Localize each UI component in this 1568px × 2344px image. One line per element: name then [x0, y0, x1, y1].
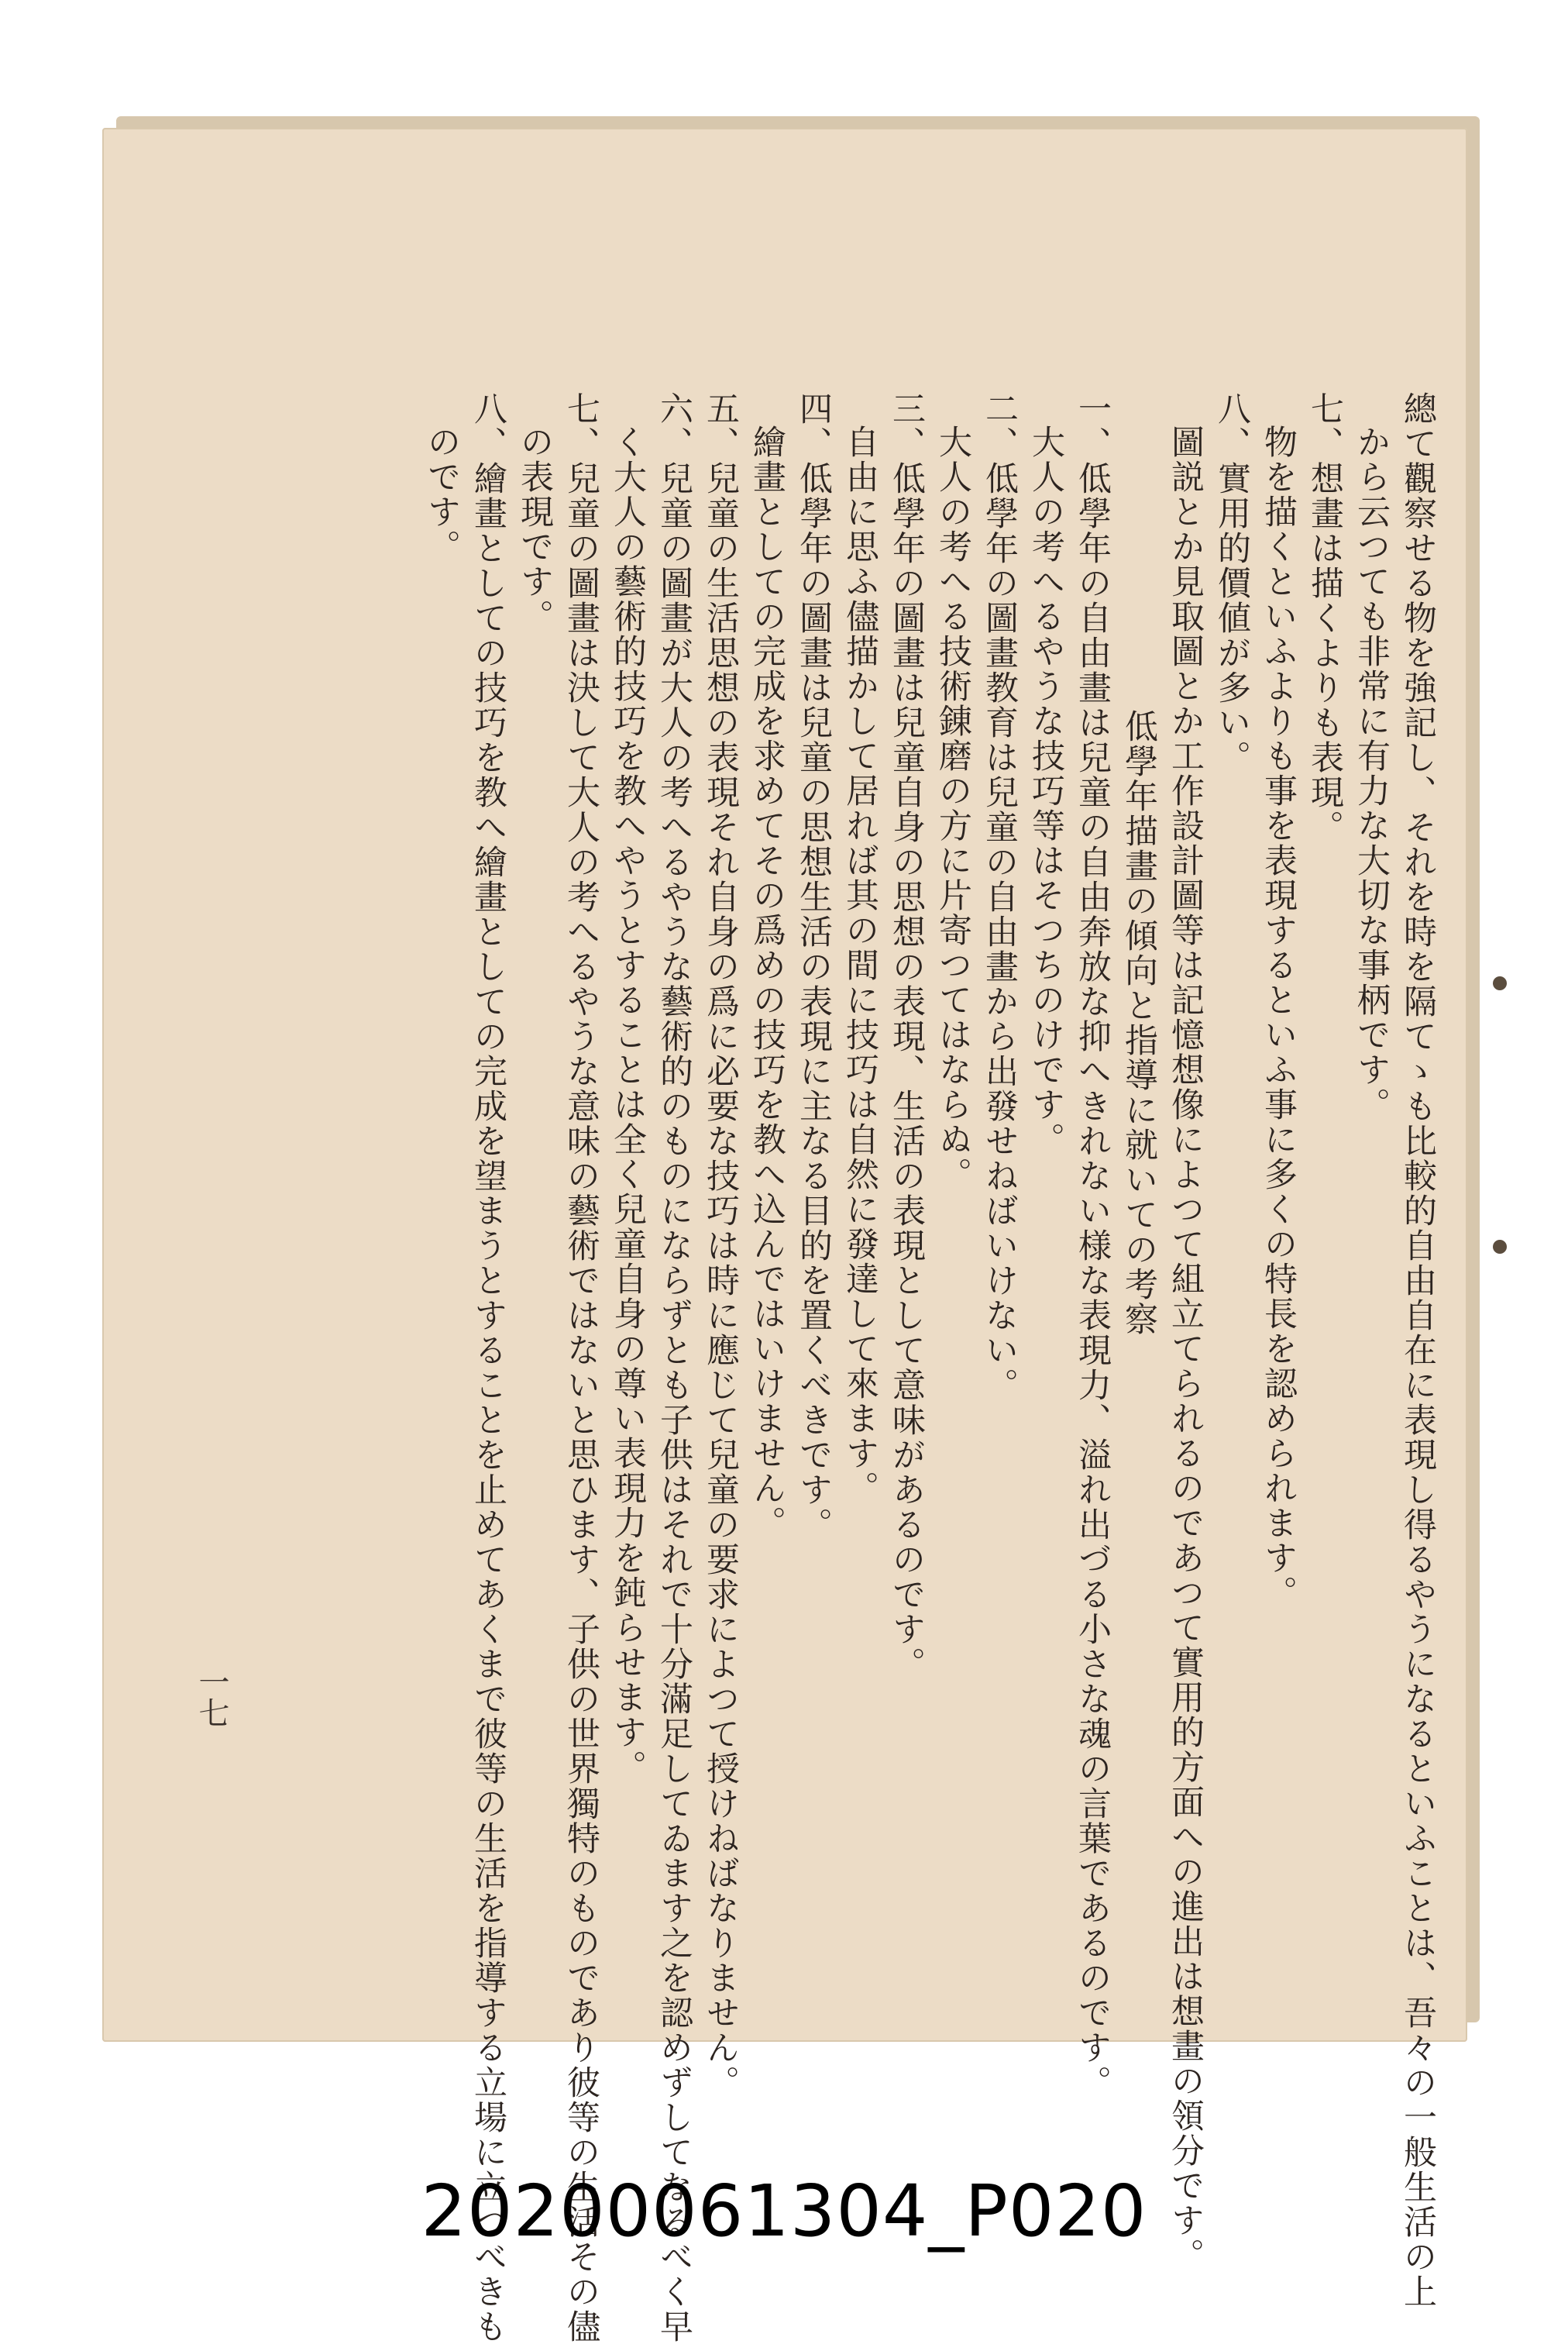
text-line: 四、低學年の圖畫は兒童の思想生活の表現に主なる目的を置くべきです。: [794, 391, 833, 1542]
text-line: 低學年描畫の傾向と指導に就いての考察: [1119, 709, 1158, 1337]
text-line: の表現です。: [515, 425, 554, 634]
text-line: 總て觀察せる物を強記し、それを時を隔てゝも比較的自由自在に表現し得るやうになるといふことは、吾々の一般生活の上: [1398, 391, 1437, 2309]
text-line: 五、兒童の生活思想の表現それ自身の爲に必要な技巧は時に應じて兒童の要求によつて授けねばなりません。: [701, 391, 740, 2100]
text-line: 一、低學年の自由畫は兒童の自由奔放な抑へきれない様な表現力、溢れ出づる小さな魂の言葉であるのです。: [1073, 391, 1112, 2100]
binding-hole-bottom: [1493, 1240, 1507, 1254]
text-line: 二、低學年の圖畫教育は兒童の自由畫から出發せねばいけない。: [980, 391, 1019, 1403]
text-line: のです。: [422, 425, 461, 564]
text-line: 繪畫としての完成を求めてその爲めの技巧を教へ込んではいけません。: [748, 425, 786, 1540]
text-line: 圖説とか見取圖とか工作設計圖等は記憶想像によつて組立てられるのであつて實用的方面への進出は想畫の領分です。: [1166, 425, 1205, 2273]
text-line: 自由に思ふ儘描かして居れば其の間に技巧は自然に發達して來ます。: [841, 425, 879, 1506]
text-line: 七、兒童の圖畫は決して大人の考へるやうな意味の藝術ではないと思ひます、子供の世界獨特のものであり彼等の生活その儘: [562, 391, 600, 2344]
text-line: 六、兒童の圖畫が大人の考へるやうな藝術的のものにならずとも子供はそれで十分滿足してゐます之を認めずしてなるべく早: [655, 391, 693, 2344]
text-line: 物を描くといふよりも事を表現するといふ事に多くの特長を認められます。: [1259, 425, 1298, 1610]
page-number: 一七: [194, 1666, 229, 1728]
text-line: 七、想畫は描くよりも表現。: [1305, 391, 1344, 845]
binding-hole-top: [1493, 976, 1507, 990]
text-line: 三、低學年の圖畫は兒童自身の思想の表現、生活の表現として意味があるのです。: [887, 391, 926, 1681]
text-line: 大人の考へるやうな技巧等はそつちのけです。: [1026, 425, 1065, 1157]
text-line: く大人の藝術的技巧を教へやうとすることは全く兒童自身の尊い表現力を鈍らせます。: [608, 425, 647, 1785]
image-caption: 20200061304_P020: [421, 2170, 1147, 2253]
text-line: から云つても非常に有力な大切な事柄です。: [1352, 425, 1391, 1122]
text-line: 八、繪畫としての技巧を教へ繪畫としての完成を望まうとすることを止めてあくまで彼等の生活を指導する立場に立つべきも: [469, 391, 507, 2344]
text-line: 大人の考へる技術錬磨の方に片寄つてはならぬ。: [934, 425, 972, 1192]
text-line: 八、實用的價値が多い。: [1212, 391, 1251, 775]
